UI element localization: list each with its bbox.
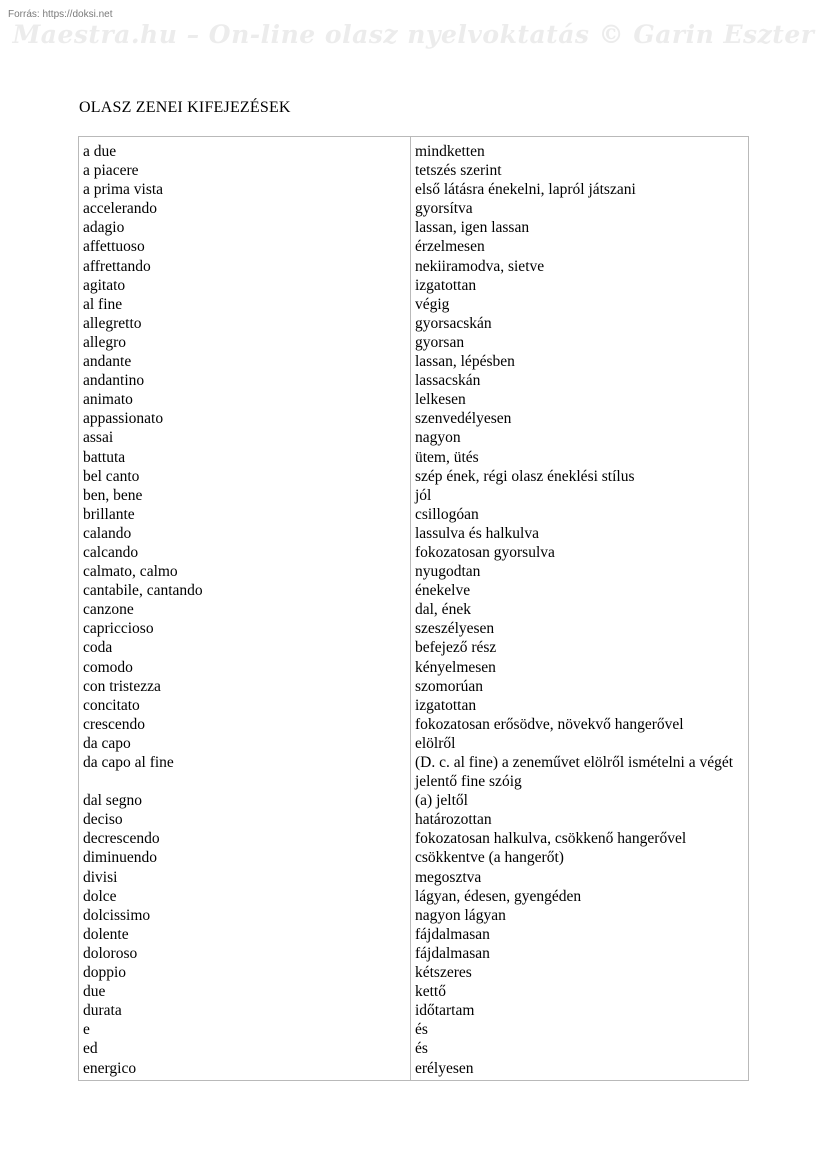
italian-term: crescendo xyxy=(79,715,411,734)
italian-term: durata xyxy=(79,1001,411,1020)
table-row xyxy=(79,524,749,543)
table-row xyxy=(79,753,749,791)
hungarian-meaning: gyorsan xyxy=(415,333,465,351)
table-row xyxy=(79,963,749,982)
italian-term: da capo xyxy=(79,734,411,753)
italian-term: a due xyxy=(79,137,411,162)
hungarian-meaning: határozottan xyxy=(415,811,492,829)
italian-term: andantino xyxy=(79,371,411,390)
table-row xyxy=(79,276,749,295)
italian-term: divisi xyxy=(79,868,411,887)
italian-term: affettuoso xyxy=(79,237,411,256)
table-row xyxy=(79,295,749,314)
hungarian-meaning: lassacskán xyxy=(415,372,481,390)
hungarian-meaning: és xyxy=(415,1040,428,1058)
hungarian-meaning: fájdalmasan xyxy=(415,925,490,943)
italian-term: al fine xyxy=(79,295,411,314)
table-row xyxy=(79,448,749,467)
table-row xyxy=(79,237,749,256)
hungarian-meaning: nagyon xyxy=(415,429,461,447)
italian-term: a prima vista xyxy=(79,180,411,199)
glossary-table xyxy=(78,136,749,1081)
table-row xyxy=(79,581,749,600)
italian-term: concitato xyxy=(79,696,411,715)
hungarian-meaning: énekelve xyxy=(415,582,471,600)
hungarian-meaning: elölről xyxy=(415,734,456,752)
table-row xyxy=(79,982,749,1001)
table-row xyxy=(79,848,749,867)
table-row xyxy=(79,562,749,581)
italian-term: comodo xyxy=(79,658,411,677)
italian-term: con tristezza xyxy=(79,677,411,696)
italian-term: dolce xyxy=(79,887,411,906)
italian-term: appassionato xyxy=(79,409,411,428)
table-row xyxy=(79,180,749,199)
hungarian-meaning: csökkentve (a hangerőt) xyxy=(415,849,564,867)
table-row xyxy=(79,677,749,696)
italian-term: diminuendo xyxy=(79,848,411,867)
table-row xyxy=(79,371,749,390)
table-row xyxy=(79,1020,749,1039)
table-row xyxy=(79,333,749,352)
italian-term: due xyxy=(79,982,411,1001)
italian-term: animato xyxy=(79,390,411,409)
table-row xyxy=(79,257,749,276)
italian-term: bel canto xyxy=(79,467,411,486)
italian-term: calmato, calmo xyxy=(79,562,411,581)
hungarian-meaning: jól xyxy=(415,486,432,504)
italian-term: deciso xyxy=(79,810,411,829)
hungarian-meaning: mindketten xyxy=(415,143,485,160)
italian-term: dolente xyxy=(79,925,411,944)
italian-term: adagio xyxy=(79,218,411,237)
italian-term: calcando xyxy=(79,543,411,562)
table-row xyxy=(79,199,749,218)
hungarian-meaning: dal, ének xyxy=(415,601,471,619)
table-row xyxy=(79,696,749,715)
hungarian-meaning: szép ének, régi olasz éneklési stílus xyxy=(415,467,635,485)
hungarian-meaning: fokozatosan halkulva, csökkenő hangerővel xyxy=(415,830,687,848)
table-row xyxy=(79,137,749,162)
hungarian-meaning: érzelmesen xyxy=(415,238,485,256)
table-row xyxy=(79,925,749,944)
italian-term: dolcissimo xyxy=(79,906,411,925)
hungarian-meaning: szeszélyesen xyxy=(415,620,495,638)
italian-term: doppio xyxy=(79,963,411,982)
hungarian-meaning: ütem, ütés xyxy=(415,448,479,466)
table-row xyxy=(79,390,749,409)
italian-term: battuta xyxy=(79,448,411,467)
table-row xyxy=(79,810,749,829)
hungarian-meaning: nyugodtan xyxy=(415,563,481,581)
hungarian-meaning: nagyon lágyan xyxy=(415,906,506,924)
hungarian-meaning: első látásra énekelni, lapról játszani xyxy=(415,181,636,199)
hungarian-meaning: lassulva és halkulva xyxy=(415,524,539,542)
hungarian-meaning: gyorsítva xyxy=(415,200,473,218)
hungarian-meaning: szenvedélyesen xyxy=(415,410,512,428)
table-row xyxy=(79,218,749,237)
italian-term: ed xyxy=(79,1039,411,1058)
italian-term: canzone xyxy=(79,600,411,619)
italian-term: doloroso xyxy=(79,944,411,963)
table-row xyxy=(79,638,749,657)
italian-term: calando xyxy=(79,524,411,543)
italian-term: allegretto xyxy=(79,314,411,333)
hungarian-meaning: kényelmesen xyxy=(415,658,496,676)
hungarian-meaning: tetszés szerint xyxy=(415,162,502,180)
hungarian-meaning: időtartam xyxy=(415,1002,475,1020)
italian-term: ben, bene xyxy=(79,486,411,505)
hungarian-meaning: (D. c. al fine) a zeneművet elölről ismételni a végét jelentő fine szóig xyxy=(415,754,734,791)
source-label: Forrás: https://doksi.net xyxy=(8,9,113,20)
italian-term: brillante xyxy=(79,505,411,524)
italian-term: assai xyxy=(79,428,411,447)
hungarian-meaning: fájdalmasan xyxy=(415,944,490,962)
table-row xyxy=(79,829,749,848)
table-row xyxy=(79,619,749,638)
italian-term: capriccioso xyxy=(79,619,411,638)
hungarian-meaning: nekiiramodva, sietve xyxy=(415,257,545,275)
italian-term: e xyxy=(79,1020,411,1039)
table-row xyxy=(79,161,749,180)
table-row xyxy=(79,1059,749,1081)
hungarian-meaning: és xyxy=(415,1021,428,1039)
italian-term: andante xyxy=(79,352,411,371)
watermark: Maestra.hu – On-line olasz nyelvoktatás © Garin Eszter xyxy=(12,20,815,49)
italian-term: coda xyxy=(79,638,411,657)
page-title: OLASZ ZENEI KIFEJEZÉSEK xyxy=(79,99,291,116)
italian-term: allegro xyxy=(79,333,411,352)
hungarian-meaning: megosztva xyxy=(415,868,482,886)
hungarian-meaning: kétszeres xyxy=(415,964,472,982)
hungarian-meaning: gyorsacskán xyxy=(415,314,492,332)
table-row xyxy=(79,1001,749,1020)
hungarian-meaning: szomorúan xyxy=(415,677,484,695)
hungarian-meaning: lassan, lépésben xyxy=(415,353,515,371)
italian-term: agitato xyxy=(79,276,411,295)
hungarian-meaning: fokozatosan erősödve, növekvő hangerővel xyxy=(415,715,684,733)
hungarian-meaning: (a) jeltől xyxy=(415,792,468,810)
italian-term: decrescendo xyxy=(79,829,411,848)
hungarian-meaning: lelkesen xyxy=(415,391,466,409)
table-row xyxy=(79,734,749,753)
hungarian-meaning: befejező rész xyxy=(415,639,497,657)
table-row xyxy=(79,658,749,677)
hungarian-meaning: fokozatosan gyorsulva xyxy=(415,543,555,561)
table-row xyxy=(79,887,749,906)
table-row xyxy=(79,428,749,447)
italian-term: dal segno xyxy=(79,791,411,810)
italian-term: affrettando xyxy=(79,257,411,276)
hungarian-meaning: lágyan, édesen, gyengéden xyxy=(415,887,582,905)
hungarian-meaning: végig xyxy=(415,295,450,313)
table-row xyxy=(79,409,749,428)
table-row xyxy=(79,944,749,963)
table-row xyxy=(79,505,749,524)
italian-term: da capo al fine xyxy=(79,753,411,791)
table-row xyxy=(79,1039,749,1058)
glossary-body xyxy=(79,137,749,1081)
table-row xyxy=(79,543,749,562)
hungarian-meaning: izgatottan xyxy=(415,696,477,714)
italian-term: energico xyxy=(79,1059,411,1081)
hungarian-meaning: lassan, igen lassan xyxy=(415,219,530,237)
table-row xyxy=(79,906,749,925)
table-row xyxy=(79,600,749,619)
hungarian-meaning: csillogóan xyxy=(415,505,479,523)
hungarian-meaning: izgatottan xyxy=(415,276,477,294)
table-row xyxy=(79,486,749,505)
table-row xyxy=(79,352,749,371)
italian-term: a piacere xyxy=(79,161,411,180)
italian-term: cantabile, cantando xyxy=(79,581,411,600)
table-row xyxy=(79,467,749,486)
table-row xyxy=(79,314,749,333)
table-row xyxy=(79,791,749,810)
table-row xyxy=(79,715,749,734)
hungarian-meaning: erélyesen xyxy=(415,1059,474,1077)
table-row xyxy=(79,868,749,887)
hungarian-meaning: kettő xyxy=(415,983,446,1001)
italian-term: accelerando xyxy=(79,199,411,218)
